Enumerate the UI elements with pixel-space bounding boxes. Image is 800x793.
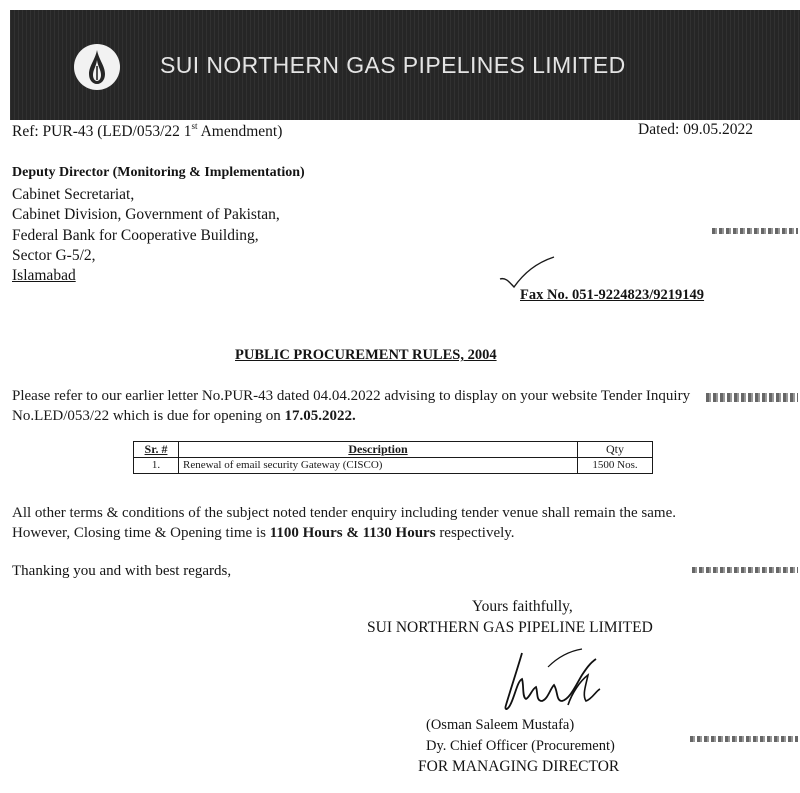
scan-smudge (692, 567, 798, 573)
header-qty: Qty (578, 442, 653, 458)
recipient-title: Deputy Director (Monitoring & Implementation) (12, 165, 305, 180)
address-line: Sector G-5/2, (12, 247, 96, 264)
table-row (134, 458, 653, 474)
signatory-capacity: FOR MANAGING DIRECTOR (418, 758, 620, 775)
signatory-designation: Dy. Chief Officer (Procurement) (426, 738, 615, 754)
header-sr: Sr. # (134, 442, 179, 458)
flame-logo-icon (74, 44, 120, 90)
recipient-city: Islamabad (12, 267, 76, 284)
address-line: Cabinet Division, Government of Pakistan, (12, 206, 280, 223)
cell-description: Renewal of email security Gateway (CISCO) (179, 458, 578, 474)
fax-number: Fax No. 051-9224823/9219149 (520, 287, 705, 303)
cell-qty: 1500 Nos. (578, 458, 653, 474)
scan-smudge (706, 393, 798, 402)
body-line: However, Closing time & Opening time is 1100 Hours & 1130 Hours respectively. (12, 525, 515, 541)
address-line: Federal Bank for Cooperative Building, (12, 227, 259, 244)
closing-line: Thanking you and with best regards, (12, 563, 232, 579)
signatory-name: (Osman Saleem Mustafa) (426, 717, 575, 733)
table-header-row (134, 442, 653, 458)
subject-heading: PUBLIC PROCUREMENT RULES, 2004 (235, 347, 497, 363)
signoff-company: SUI NORTHERN GAS PIPELINE LIMITED (367, 619, 653, 636)
letter-date: Dated: 09.05.2022 (638, 121, 753, 138)
body-paragraph-2 (12, 503, 788, 543)
reference-number: Ref: PUR-43 (LED/053/22 1st Amendment) (12, 121, 283, 140)
items-table (133, 441, 653, 474)
body-line: Please refer to our earlier letter No.PUR-43 dated 04.04.2022 advising to display on your website Tender Inquiry (12, 388, 691, 404)
address-line: Cabinet Secretariat, (12, 186, 135, 203)
yours-faithfully: Yours faithfully, (472, 598, 573, 615)
scan-smudge (712, 228, 798, 234)
company-banner-title: SUI NORTHERN GAS PIPELINES LIMITED (160, 52, 626, 78)
cell-sr: 1. (134, 458, 179, 474)
body-paragraph-1 (12, 386, 788, 426)
scan-smudge (690, 736, 798, 742)
body-line: No.LED/053/22 which is due for opening on 17.05.2022. (12, 408, 356, 424)
body-line: All other terms & conditions of the subject noted tender enquiry including tender venue shall remain the same. (12, 505, 676, 521)
header-description: Description (179, 442, 578, 458)
